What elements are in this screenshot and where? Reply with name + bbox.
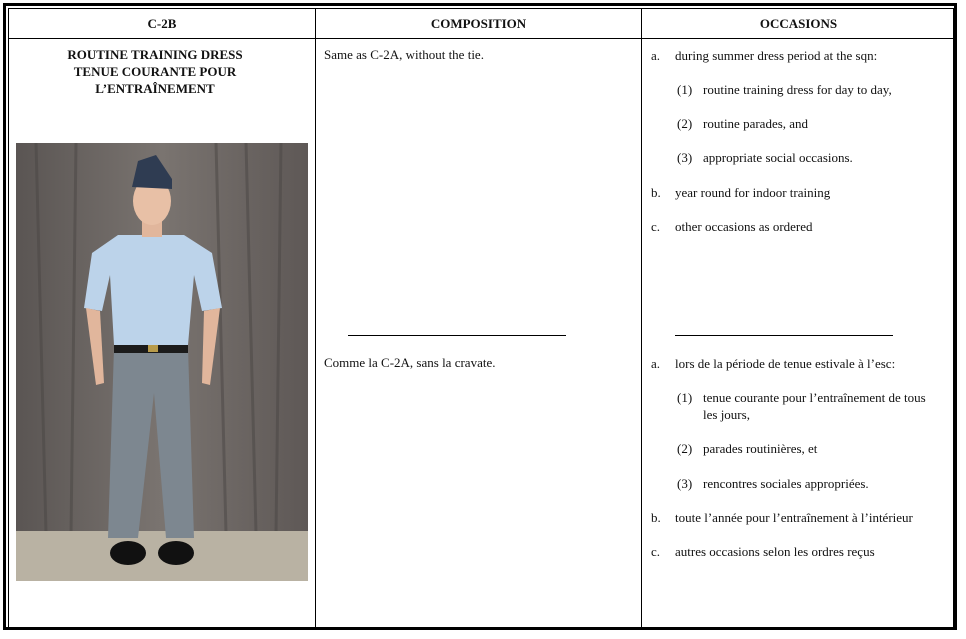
header-composition: COMPOSITION (430, 16, 527, 31)
occasion-text: lors de la période de tenue estivale à l’esc: (675, 356, 896, 371)
cadet-photo (16, 143, 308, 581)
marker: a. (651, 48, 661, 63)
occasion-text: routine training dress for day to day, (703, 82, 892, 97)
occasion-text: autres occasions selon les ordres reçus (675, 544, 875, 559)
occasion-text-line-1: tenue courante pour l’entraînement de tous (703, 390, 926, 405)
column-divider-2 (641, 9, 642, 627)
title-line-1: ROUTINE TRAINING DRESS (67, 47, 243, 62)
occasion-fr-a2 (677, 440, 952, 457)
occasion-en-a2 (677, 115, 952, 132)
occasion-text: toute l’année pour l’entraînement à l’intérieur (675, 510, 913, 525)
occasions-separator (675, 335, 893, 336)
occasion-text: during summer dress period at the sqn: (675, 48, 878, 63)
occasion-text: routine parades, and (703, 116, 809, 131)
occasion-fr-a1 (677, 389, 952, 423)
title-line-2: TENUE COURANTE POUR (73, 64, 237, 79)
occasion-en-a (651, 47, 951, 64)
composition-separator (348, 335, 566, 336)
marker: a. (651, 356, 661, 371)
occasion-fr-a3 (677, 475, 952, 492)
column-divider-1 (315, 9, 316, 627)
header-occasions: OCCASIONS (759, 16, 838, 31)
occasion-text: other occasions as ordered (675, 219, 813, 234)
marker: (1) (677, 390, 693, 405)
occasion-text-line-2: les jours, (703, 407, 750, 422)
header-c2b: C-2B (147, 16, 177, 31)
occasion-fr-c (651, 543, 951, 560)
occasion-fr-b (651, 509, 951, 526)
composition-french: Comme la C-2A, sans la cravate. (324, 355, 496, 370)
marker: b. (651, 510, 661, 525)
occasion-text: year round for indoor training (675, 185, 831, 200)
dress-title (20, 46, 290, 97)
occasion-en-a1 (677, 81, 952, 98)
marker: (3) (677, 150, 693, 165)
title-line-3: L’ENTRAÎNEMENT (95, 81, 215, 96)
marker: (2) (677, 116, 693, 131)
occasion-en-b (651, 184, 951, 201)
marker: c. (651, 544, 661, 559)
occasion-en-c (651, 218, 951, 235)
occasion-text: rencontres sociales appropriées. (703, 476, 869, 491)
composition-english: Same as C-2A, without the tie. (324, 47, 484, 62)
occasion-text: appropriate social occasions. (703, 150, 853, 165)
occasion-fr-a (651, 355, 951, 372)
marker: (3) (677, 476, 693, 491)
header-divider (9, 38, 953, 39)
marker: (1) (677, 82, 693, 97)
marker: (2) (677, 441, 693, 456)
occasion-text: parades routinières, et (703, 441, 818, 456)
occasion-en-a3 (677, 149, 952, 166)
marker: c. (651, 219, 661, 234)
marker: b. (651, 185, 661, 200)
cadet-photo-illustration (16, 143, 308, 581)
